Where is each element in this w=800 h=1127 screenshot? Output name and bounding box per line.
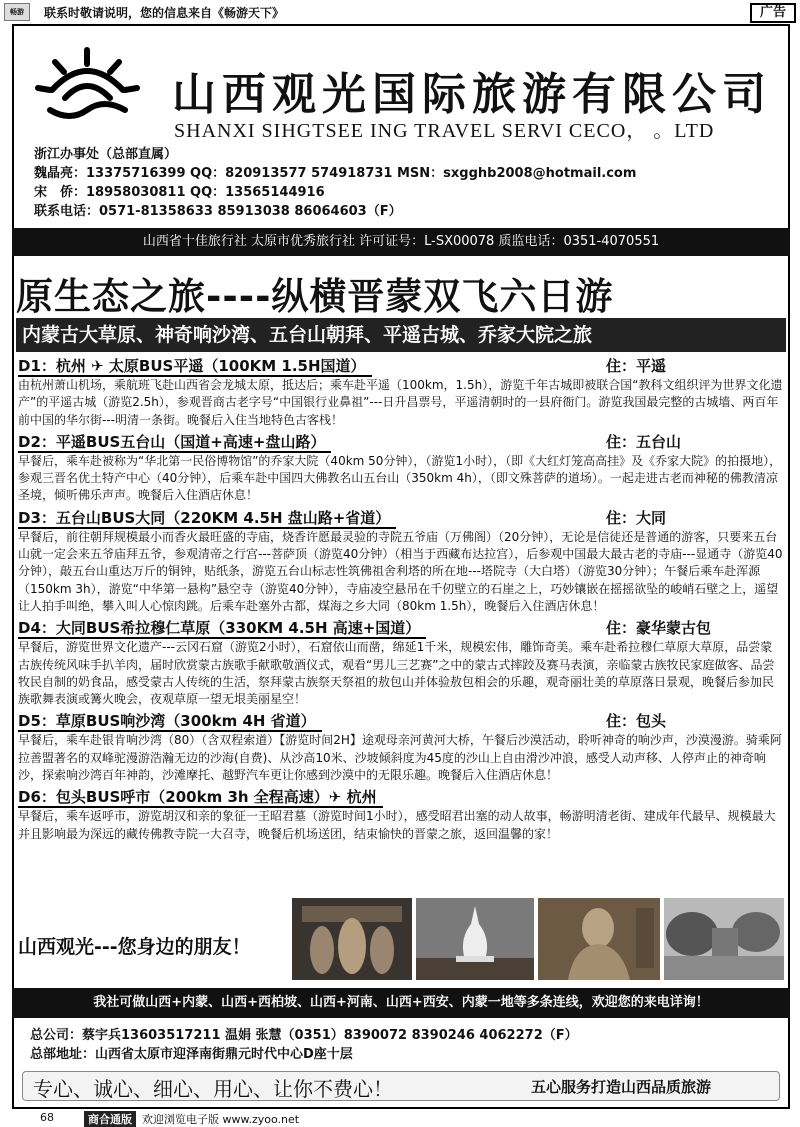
day-item xyxy=(18,711,784,784)
routes-bar: 我社可做山西+内蒙、山西+西柏坡、山西+河南、山西+西安、内蒙一地等多条连线，欢迎您的来电详询！ xyxy=(12,988,790,1018)
motto-left: 专心、诚心、细心、用心、让你不费心！ xyxy=(33,1077,393,1101)
day-desc: 由杭州萧山机场，乘航班飞赴山西省会龙城太原，抵达后；乘车赴平遥（100km，1.5h），游览千年古城即被联合国“教科文组织评为世界文化遗产”的平遥古城（游览2.5h），参观晋商古老字号“中国银行业鼻祖”---日升昌票号，平遥清朝时的一县府衙门。游览我国最完整的古城墙、两百年前中国的华尔街---明清一条街。晚餐后入住当地特色古客栈！ xyxy=(18,378,783,427)
day-item xyxy=(18,508,784,615)
day-route: D3：五台山BUS大同（220KM 4.5H 盘山路+省道） xyxy=(18,509,396,529)
top-notice: 联系时敬请说明，您的信息来自《畅游天下》 xyxy=(44,6,285,20)
day-desc: 早餐后，乘车赴银肯响沙湾（80）（含双程索道）【游览时间2H】途观母亲河黄河大桥，午餐后沙漠活动，聆听神奇的响沙声，沙漠漫游。骑乘阿拉善盟著名的双峰驼漫游浩瀚无边的沙海(自费)、从沙高10米、沙坡倾斜度为45度的沙山上自由滑沙冲浪，感受人动声移、人停声止的神奇响沙，探索响沙湾百年神韵，沙滩摩托、越野汽车更让你感到沙漠中的无限乐趣。晚餐后入住酒店休息！ xyxy=(18,733,782,783)
day-head xyxy=(18,618,784,639)
day-head xyxy=(18,432,784,453)
contact-line: 联系电话：0571-81358633 85913038 86064603（F） xyxy=(34,204,402,219)
day-stay: 住：五台山 xyxy=(606,432,682,451)
page-footer xyxy=(0,1110,800,1127)
day-item xyxy=(18,787,784,843)
day-head xyxy=(18,787,784,808)
day-stay: 住：平遥 xyxy=(606,357,667,375)
page-number: 68 xyxy=(40,1111,54,1124)
day-stay: 住：包头 xyxy=(606,712,667,731)
day-stay: 住：大同 xyxy=(606,508,667,527)
day-desc: 早餐后，乘车返呼市，游览胡汉和亲的象征一王昭君墓（游览时间1小时），感受昭君出塞的动人故事，畅游明清老街、建成年代最早、规模最大并且影响最为深远的藏传佛教寺院一大召寺，晚餐后机场送团，结束愉快的晋蒙之旅，返回温馨的家！ xyxy=(18,809,776,841)
day-head xyxy=(18,711,784,732)
website-text: 欢迎浏览电子版 www.zyoo.net xyxy=(142,1113,300,1126)
main-title: 原生态之旅----纵横晋蒙双飞六日游 xyxy=(16,275,614,318)
office-label: 浙江办事处（总部直属） xyxy=(34,147,178,162)
day-item xyxy=(18,618,784,708)
motto-box xyxy=(22,1071,780,1101)
contact-line: 魏晶亮：13375716399 QQ：820913577 574918731 MSN：sxgghb2008@hotmail.com xyxy=(34,166,637,181)
company-name-en: SHANXI SIHGTSEE ING TRAVEL SERVI CECO， 。LTD xyxy=(174,120,715,142)
company-name-cn: 山西观光国际旅游有限公司 xyxy=(172,69,772,120)
magazine-logo: 畅游 xyxy=(4,3,30,21)
day-head xyxy=(18,508,784,529)
day-route: D6：包头BUS呼市（200km 3h 全程高速）✈ 杭州 xyxy=(18,788,383,808)
ad-tag: 广告 xyxy=(750,3,796,23)
day-item xyxy=(18,356,784,429)
top-bar xyxy=(0,0,800,24)
license-bar: 山西省十佳旅行社 太原市优秀旅行社 许可证号：L-SX00078 质监电话：0351-4070551 xyxy=(12,228,790,256)
day-route: D2：平遥BUS五台山（国道+高速+盘山路） xyxy=(18,433,331,453)
day-route: D4：大同BUS希拉穆仁草原（330KM 4.5H 高速+国道） xyxy=(18,619,426,639)
contact-line: 宋 侨：18958030811 QQ：13565144916 xyxy=(34,185,325,200)
day-head xyxy=(18,356,784,377)
photo-strip xyxy=(292,898,784,980)
slogan: 山西观光---您身边的朋友！ xyxy=(18,936,251,958)
courtyard-garden-photo xyxy=(664,898,784,980)
subtitle-bar: 内蒙古大草原、神奇响沙湾、五台山朝拜、平遥古城、乔家大院之旅 xyxy=(16,318,786,352)
footer-info xyxy=(30,1026,578,1064)
day-desc: 早餐后，乘车赴被称为“华北第一民俗博物馆”的乔家大院（40km 50分钟），（游览1小时），（即《大红灯笼高高挂》及《乔家大院》的拍摄地），参观三晋名优土特产中心（40分钟），后乘车赴中国四大佛教名山五台山（350km 4h），（即文殊菩萨的道场）。一起走进古老而神秘的佛教清凉圣境，倾听佛乐声声。晚餐后入住酒店休息！ xyxy=(18,453,782,503)
day-route: D1：杭州 ✈ 太原BUS平遥（100KM 1.5H国道） xyxy=(18,357,372,377)
temple-interior-photo xyxy=(292,898,412,980)
day-stay: 住：豪华蒙古包 xyxy=(606,619,712,638)
sun-logo-icon xyxy=(30,40,145,130)
motto-right: 五心服务打造山西品质旅游 xyxy=(531,1078,712,1096)
white-pagoda-photo xyxy=(416,898,534,980)
day-desc: 早餐后，前往朝拜规模最小而香火最旺盛的寺庙，烧香许愿最灵验的寺院五爷庙（万佛阁）（20分钟），无论是信徒还是普通的游客，只要来五台山就一定会来五爷庙拜五爷，参观清帝之行宫---菩萨顶（游览40分钟）（相当于西藏布达拉宫），后参观中国最大最古老的寺庙---显通寺（游览40分钟），敲五台山重达万斤的铜钟，贴纸条，游览五台山标志性筑佛祖舍利塔的所在地---塔院寺（大白塔）（游览30分钟）；午餐后乘车赴浑源（150km 3h），游览“中华第一悬构”悬空寺（游览40分钟），寺庙凌空悬吊在千仞壁立的石崖之上，巧妙镶嵌在摇摇欲坠的峻峭石壁之上，遥望让人拍手叫绝，攀入叫人心惊肉跳。后乘车赴塞外古都，煤海之乡大同（80km 1.5h），晚餐后入住酒店休息！ xyxy=(18,529,783,613)
edition-mark: 商合通版 xyxy=(84,1111,136,1127)
day-desc: 早餐后，游览世界文化遗产---云冈石窟（游览2小时），石窟依山而凿，绵延1千米，规模宏伟，雕饰奇美。乘车赴希拉穆仁草原大草原，品尝蒙古族传统风味手扒羊肉，届时欣赏蒙古族歌手献歌敬酒仪式，观看“男儿三艺赛”之中的蒙古式摔跤及赛马表演，亲临蒙古族牧民家庭做客、品尝牧民自制的奶食品，感受蒙古人传统的生活，祭拜蒙古族祭天祭祖的敖包山并体验敖包相会的乐趣，观奇丽壮美的草原落日景观，晚餐后参加民族歌舞表演或篝火晚会，夜观草原一望无垠美丽星空！ xyxy=(18,640,775,707)
hq-address: 总部地址：山西省太原市迎泽南街鼎元时代中心D座十层 xyxy=(30,1047,353,1062)
buddha-statue-photo xyxy=(538,898,660,980)
day-route: D5：草原BUS响沙湾（300km 4H 省道） xyxy=(18,712,322,732)
contact-block xyxy=(34,145,636,221)
itinerary xyxy=(18,356,784,846)
day-item xyxy=(18,432,784,505)
hq-contact: 总公司：蔡宇兵13603517211 温娟 张慧（0351）8390072 8390246 4062272（F） xyxy=(30,1028,578,1043)
